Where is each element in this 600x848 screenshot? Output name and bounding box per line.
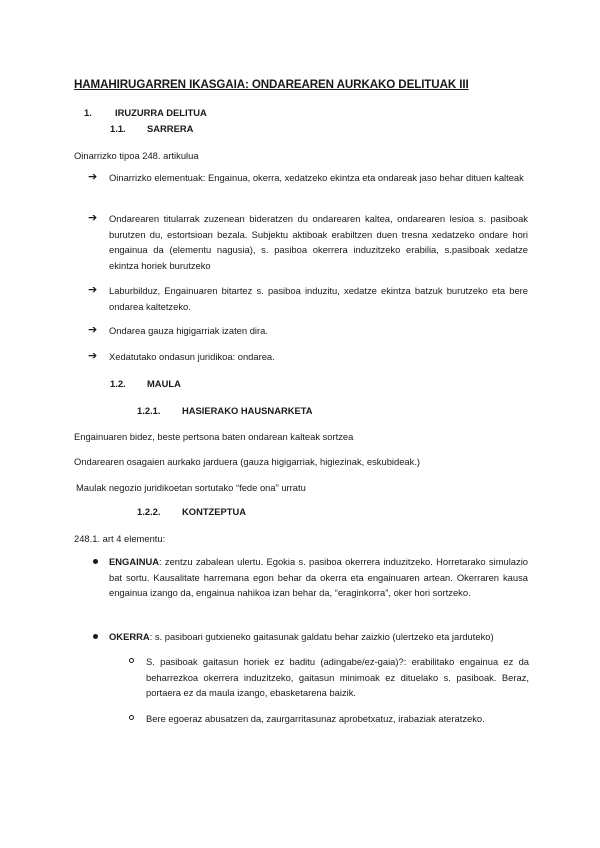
- bullet-term: OKERRA: [109, 631, 150, 642]
- bullet-item-text: [109, 629, 528, 645]
- sub-bullet-text: S. pasiboak gaitasun horiek ez baditu (adingabe/ez-gaia)?: erabilitako engainua ez da beharrezkoa okerrera induzitzeko, gaitasun minimoak ez dituelako s. pasiboak. Beraz, portaera ez da maula izango, ebasketarena baizik.: [146, 656, 529, 698]
- arrow-item-text: Oinarrizko elementuak: Engainua, okerra, xedatzeko ekintza eta ondareak jaso behar dituen kalteak: [109, 172, 524, 183]
- section-1-1-number: 1.1.: [110, 123, 126, 134]
- arrow-item-text: Laburbilduz, Engainuaren bitartez s. pasiboa induzitu, xedatze ekintza batzuk burutzeko eta bere ondarea kaltetzeko.: [109, 285, 528, 312]
- bullet-icon: [93, 634, 98, 639]
- section-1-number: 1.: [84, 107, 92, 118]
- section-1-2-1-heading: HASIERAKO HAUSNARKETA: [182, 405, 313, 416]
- arrow-item-text: Ondarea gauza higigarriak izaten dira.: [109, 325, 268, 336]
- arrow-item-text: Xedatutako ondasun juridikoa: ondarea.: [109, 351, 275, 362]
- circle-bullet-icon: [129, 658, 134, 663]
- arrow-item-text: Ondarearen titularrak zuzenean bideratzen du ondarearen kaltea, ondarearen lesioa s. pasiboak burutzen du, estortsioan bezala. Subjektu aktiboak erabiltzen duen tresna xedatzeko ondare hori engainua da (elementu nagusia), s. pasiboa okerrera induzitzeko erabilia, s.pasiboak xedatze ekintza horiek burutzeko: [109, 213, 528, 271]
- document-title: HAMAHIRUGARREN IKASGAIA: ONDAREAREN AURKAKO DELITUAK III: [74, 78, 469, 91]
- paragraph: Engainuaren bidez, beste pertsona baten ondarean kalteak sortzea: [74, 431, 354, 442]
- arrow-icon: ➔: [88, 212, 98, 224]
- intro-line: Oinarrizko tipoa 248. artikulua: [74, 150, 199, 161]
- arrow-icon: ➔: [88, 324, 98, 336]
- circle-bullet-icon: [129, 715, 134, 720]
- paragraph: Ondarearen osagaien aurkako jarduera (gauza higigarriak, higiezinak, eskubideak.): [74, 456, 421, 467]
- paragraph: Maulak negozio juridikoetan sortutako “fede ona” urratu: [76, 482, 306, 493]
- section-1-2-2-number: 1.2.2.: [137, 506, 161, 517]
- arrow-icon: ➔: [88, 171, 98, 183]
- arrow-icon: ➔: [88, 350, 98, 362]
- elements-line: 248.1. art 4 elementu:: [74, 533, 166, 544]
- bullet-item-text: [109, 554, 528, 601]
- bullet-icon: [93, 559, 98, 564]
- section-1-heading: IRUZURRA DELITUA: [115, 107, 207, 118]
- bullet-description: : zentzu zabalean ulertu. Egokia s. pasiboa okerrera induzitzeko. Horretarako simulazio bat sortu. Kausalitate harremana egon behar da okerra eta engainuaren artean. Okerraren kausa engainua izango da, engainua nahikoa izan behar da, “eraginkorra”, oker hori sortzeko.: [109, 556, 528, 598]
- section-1-2-2-heading: KONTZEPTUA: [182, 506, 247, 517]
- section-1-2-1-number: 1.2.1.: [137, 405, 161, 416]
- section-1-2-heading: MAULA: [147, 378, 181, 389]
- bullet-term: ENGAINUA: [109, 556, 160, 567]
- section-1-1-heading: SARRERA: [147, 123, 194, 134]
- arrow-icon: ➔: [88, 284, 98, 296]
- section-1-2-number: 1.2.: [110, 378, 126, 389]
- sub-bullet-text: Bere egoeraz abusatzen da, zaurgarritasunaz aprobetxatuz, irabaziak ateratzeko.: [146, 713, 485, 724]
- bullet-description: : s. pasiboari gutxieneko gaitasunak galdatu behar zaizkio (ulertzeko eta jarduteko): [149, 631, 494, 642]
